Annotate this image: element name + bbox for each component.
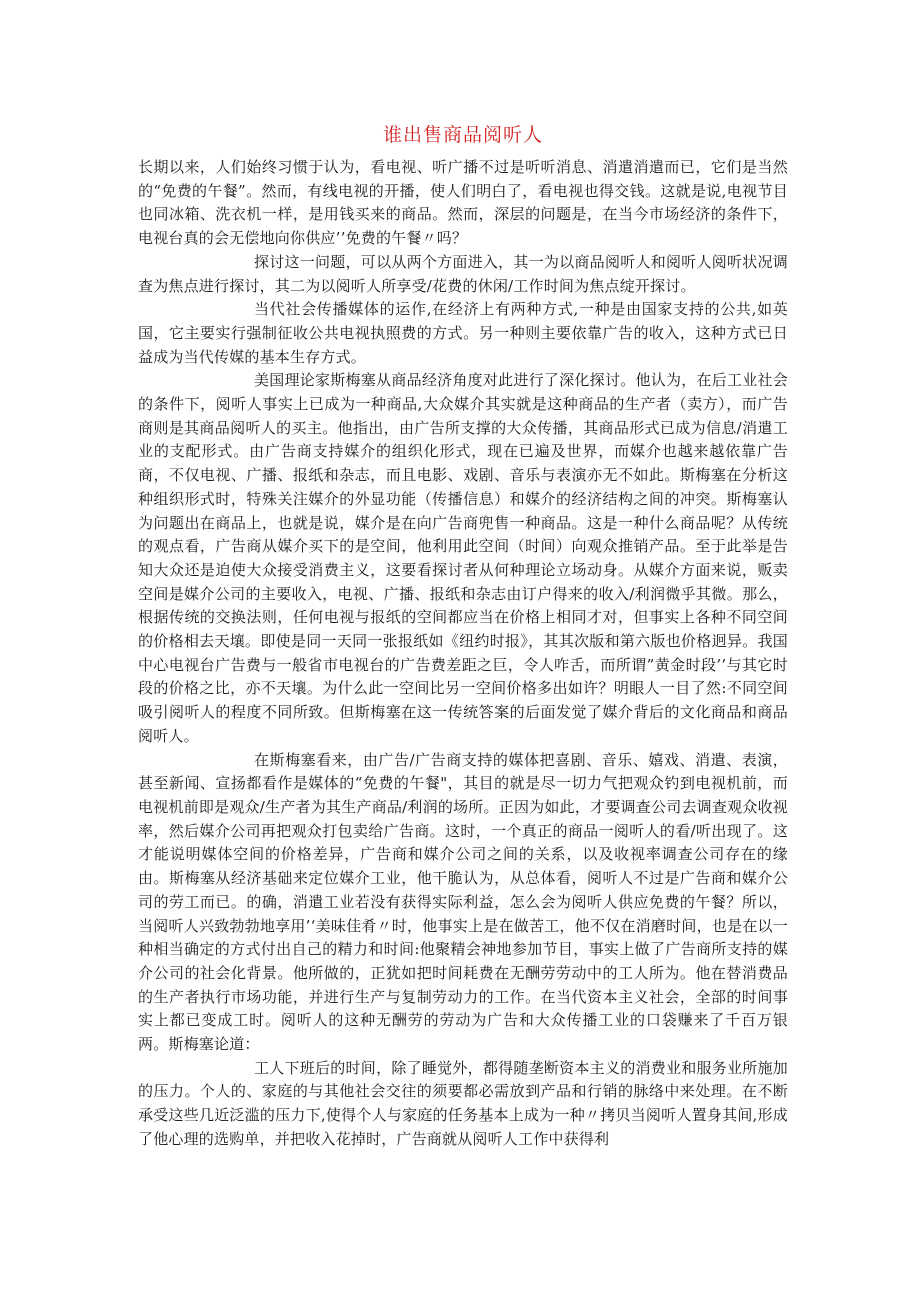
paragraph-4: 美国理论家斯梅塞从商品经济角度对此进行了深化探讨。他认为，在后工业社会的条件下，阅听人事实上已成为一种商品,大众媒介其实就是这种商品的生产者（卖方），而广告商则是其商品阅听人的买主。他指出，由广告所支撑的大众传播，其商品形式已成为信息/消遣工业的支配形式。由广告商支持媒介的组织化形式，现在已遍及世界，而媒介也越来越依靠广告商，不仅电视、广播、报纸和杂志，而且电影、戏剧、音乐与表演亦无不如此。斯梅塞在分析这种组织形式时，特殊关注媒介的外显功能（传播信息）和媒介的经济结构之间的冲突。斯梅塞认为问题出在商品上，也就是说，媒介是在向广告商兜售一种商品。这是一种什么商品呢？从传统的观点看，广告商从媒介买下的是空间，他利用此空间（时间）向观众推销产品。至于此举是告知大众还是迫使大众接受消费主义，这要看探讨者从何种理论立场动身。从媒介方面来说，贩卖空间是媒介公司的主要收入，电视、广播、报纸和杂志由订户得来的收入/利润微乎其微。那么，根据传统的交换法则，任何电视与报纸的空间都应当在价格上相同才对，但事实上各种不同空间的价格相去天壤。即使是同一天同一张报纸如《纽约时报》，其其次版和第六版也价格迥异。我国中心电视台广告费与一般省市电视台的广告费差距之巨，令人咋舌，而所谓”黄金时段’’与其它时段的价格之比，亦不天壤。为什么此一空间比另一空间价格多出如许？明眼人一目了然:不同空间吸引阅听人的程度不同所致。但斯梅塞在这一传统答案的后面发觉了媒介背后的文化商品和商品阅听人。: [138, 371, 788, 745]
paragraph-3: 当代社会传播媒体的运作,在经济上有两种方式,一种是由国家支持的公共,如英国，它主要实行强制征收公共电视执照费的方式。另一种则主要依靠广告的收入，这种方式已日益成为当代传媒的基本生存方式。: [138, 300, 788, 366]
paragraph-5: 在斯梅塞看来，由广告/广告商支持的媒体把喜剧、音乐、嬉戏、消遣、表演，甚至新闻、宣扬都看作是媒体的“免费的午餐"，其目的就是尽一切力气把观众钓到电视机前，而电视机前即是观众/生产者为其生产商品/利润的场所。正因为如此，才要调查公司去调查观众收视率，然后媒介公司再把观众打包卖给广告商。这时，一个真正的商品一阅听人的看/听出现了。这才能说明媒体空间的价格差异，广告商和媒介公司之间的关系，以及收视率调查公司存在的缘由。斯梅塞从经济基础来定位媒介工业，他干脆认为，从总体看，阅听人不过是广告商和媒介公司的劳工而已。的确，消遣工业若没有获得实际利益，怎么会为阅听人供应免费的午餐？所以，当阅听人兴致勃勃地享用’‘美味佳肴〃时，他事实上是在做苦工，他不仅在消磨时间，也是在以一种相当确定的方式付出自己的精力和时间:他聚精会神地参加节目，事实上做了广告商所支持的媒介公司的社会化背景。他所做的，正犹如把时间耗费在无酬劳劳动中的工人所为。他在替消费品的生产者执行市场功能，并进行生产与复制劳动力的工作。在当代资本主义社会，全部的时间事实上都已变成工时。阅听人的这种无酬劳的劳动为广告和大众传播工业的口袋赚来了千百万银两。斯梅塞论道：: [138, 750, 788, 1054]
paragraph-2: 探讨这一问题，可以从两个方面进入，其一为以商品阅听人和阅听人阅听状况调查为焦点进行探讨，其二为以阅听人所享受/花费的休闲/工作时间为焦点绽开探讨。: [138, 252, 788, 295]
document-title: 谁出售商品阅听人: [382, 124, 543, 146]
document-page: [138, 118, 788, 1152]
paragraph-1: 长期以来，人们始终习惯于认为，看电视、听广播不过是听听消息、消遣消遣而已，它们是当然的“免费的午餐”。然而，有线电视的开播，使人们明白了，看电视也得交钱。这就是说,电视节目也同冰箱、洗衣机一样，是用钱买来的商品。然而，深层的问题是，在当今市场经济的条件下，电视台真的会无偿地向你供应’’免费的午餐〃吗？: [138, 158, 788, 248]
paragraph-6: 工人下班后的时间，除了睡觉外，都得随垄断资本主义的消费业和服务业所施加的压力。个人的、家庭的与其他社会交往的须要都必需放到产品和行销的脉络中来处理。在不断承受这些几近泛滥的压力下,使得个人与家庭的任务基本上成为一种〃拷贝当阅听人置身其间,形成了他心理的选购单，并把收入花掉时，广告商就从阅听人工作中获得利: [138, 1058, 788, 1148]
